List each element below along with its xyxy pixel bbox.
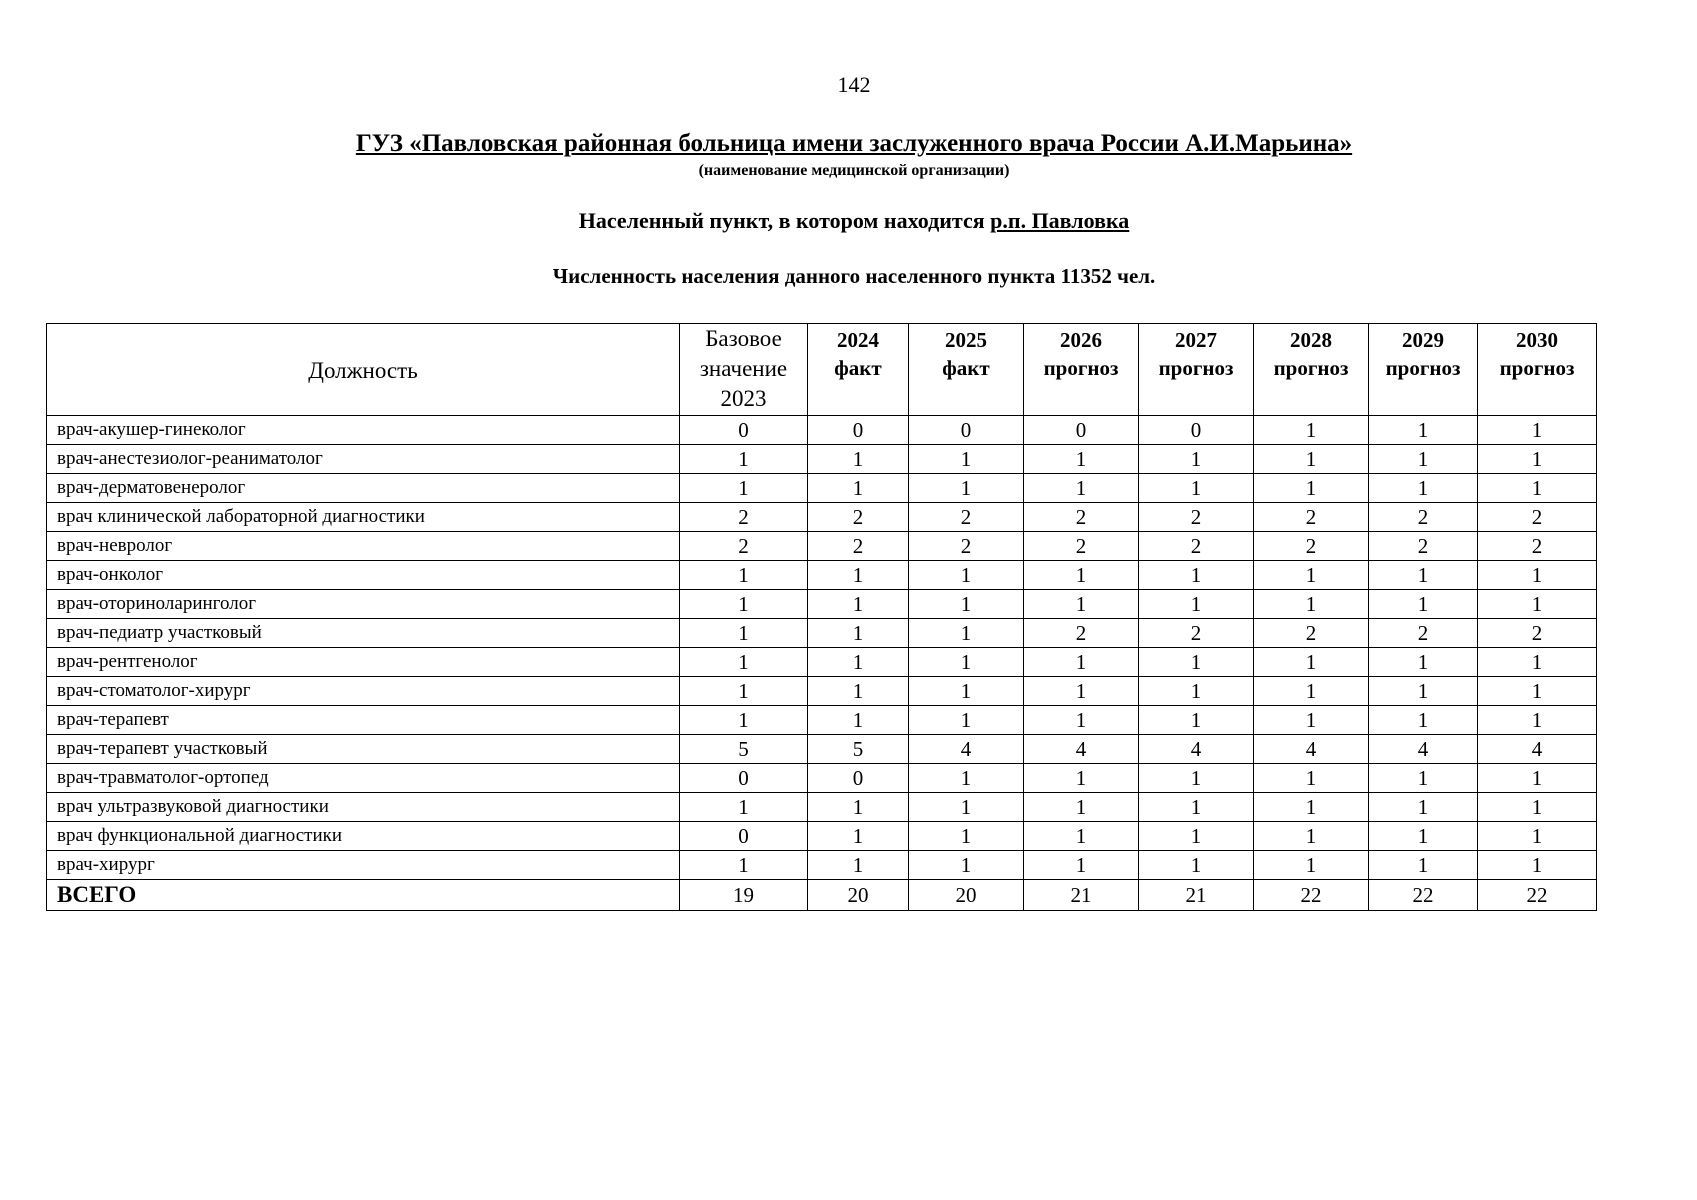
table-row xyxy=(47,474,1597,503)
value-cell: 2 xyxy=(680,532,808,561)
locality-value: р.п. Павловка xyxy=(990,208,1130,233)
value-cell: 1 xyxy=(808,619,909,648)
value-cell: 1 xyxy=(1369,822,1478,851)
header-line: 2026 xyxy=(1060,328,1102,352)
position-name: врач функциональной диагностики xyxy=(47,822,680,851)
value-cell: 2 xyxy=(1478,619,1597,648)
position-name: врач-анестезиолог-реаниматолог xyxy=(47,445,680,474)
value-cell: 1 xyxy=(1369,416,1478,445)
position-name: врач-невролог xyxy=(47,532,680,561)
header-line: 2024 xyxy=(837,328,879,352)
header-line: Должность xyxy=(308,357,418,383)
value-cell: 1 xyxy=(1478,445,1597,474)
header-line: 2030 xyxy=(1516,328,1558,352)
header-line: прогноз xyxy=(1043,356,1119,380)
header-col-6 xyxy=(1254,324,1369,416)
position-name: врач-терапевт xyxy=(47,706,680,735)
value-cell: 1 xyxy=(1024,677,1139,706)
value-cell: 1 xyxy=(909,474,1024,503)
position-name: врач-терапевт участковый xyxy=(47,735,680,764)
header-col-5 xyxy=(1139,324,1254,416)
position-name: врач-оториноларинголог xyxy=(47,590,680,619)
value-cell: 1 xyxy=(1139,851,1254,880)
value-cell: 4 xyxy=(1139,735,1254,764)
header-line: Базовое xyxy=(705,326,782,351)
value-cell: 2 xyxy=(1478,532,1597,561)
value-cell: 2 xyxy=(1139,619,1254,648)
header-line: прогноз xyxy=(1499,356,1575,380)
table-body xyxy=(47,416,1597,911)
value-cell: 1 xyxy=(1369,764,1478,793)
position-name: ВСЕГО xyxy=(47,880,680,911)
value-cell: 1 xyxy=(1024,648,1139,677)
value-cell: 1 xyxy=(1369,851,1478,880)
table-header-row xyxy=(47,324,1597,416)
value-cell: 1 xyxy=(1478,764,1597,793)
value-cell: 2 xyxy=(1369,532,1478,561)
position-name: врач клинической лабораторной диагностики xyxy=(47,503,680,532)
value-cell: 2 xyxy=(1478,503,1597,532)
value-cell: 1 xyxy=(1254,445,1369,474)
value-cell: 1 xyxy=(1139,793,1254,822)
table-row xyxy=(47,648,1597,677)
value-cell: 1 xyxy=(909,706,1024,735)
position-name: врач-хирург xyxy=(47,851,680,880)
locality-line xyxy=(0,208,1697,234)
value-cell: 20 xyxy=(808,880,909,911)
page-number: 142 xyxy=(837,72,871,97)
table-row xyxy=(47,503,1597,532)
value-cell: 2 xyxy=(909,532,1024,561)
value-cell: 1 xyxy=(808,590,909,619)
value-cell: 2 xyxy=(1139,532,1254,561)
header-col-3 xyxy=(909,324,1024,416)
position-name: врач-акушер-гинеколог xyxy=(47,416,680,445)
value-cell: 1 xyxy=(1024,590,1139,619)
population-line: Численность населения данного населенного пункта 11352 чел. xyxy=(552,264,1156,288)
table-row xyxy=(47,561,1597,590)
value-cell: 1 xyxy=(1369,706,1478,735)
value-cell: 1 xyxy=(1254,677,1369,706)
header-line: 2023 xyxy=(720,386,767,411)
value-cell: 4 xyxy=(1478,735,1597,764)
value-cell: 2 xyxy=(909,503,1024,532)
value-cell: 20 xyxy=(909,880,1024,911)
value-cell: 1 xyxy=(1024,706,1139,735)
value-cell: 1 xyxy=(1024,474,1139,503)
table-row xyxy=(47,764,1597,793)
value-cell: 0 xyxy=(808,416,909,445)
value-cell: 1 xyxy=(808,648,909,677)
header-line: прогноз xyxy=(1385,356,1461,380)
value-cell: 1 xyxy=(1024,445,1139,474)
staffing-table xyxy=(46,323,1597,911)
value-cell: 2 xyxy=(1254,503,1369,532)
header-col-2 xyxy=(808,324,909,416)
value-cell: 22 xyxy=(1478,880,1597,911)
value-cell: 1 xyxy=(680,706,808,735)
position-name: врач-рентгенолог xyxy=(47,648,680,677)
organization-caption: (наименование медицинской организации) xyxy=(698,162,1010,179)
value-cell: 1 xyxy=(909,764,1024,793)
value-cell: 1 xyxy=(1254,416,1369,445)
value-cell: 1 xyxy=(1478,590,1597,619)
value-cell: 1 xyxy=(1254,590,1369,619)
position-name: врач-педиатр участковый xyxy=(47,619,680,648)
value-cell: 1 xyxy=(680,851,808,880)
value-cell: 1 xyxy=(808,822,909,851)
table-row xyxy=(47,851,1597,880)
table-row xyxy=(47,445,1597,474)
value-cell: 1 xyxy=(680,445,808,474)
value-cell: 19 xyxy=(680,880,808,911)
value-cell: 0 xyxy=(680,416,808,445)
header-col-4 xyxy=(1024,324,1139,416)
value-cell: 1 xyxy=(808,793,909,822)
value-cell: 1 xyxy=(680,677,808,706)
value-cell: 1 xyxy=(1139,648,1254,677)
value-cell: 1 xyxy=(909,561,1024,590)
header-line: факт xyxy=(942,356,990,380)
header-position xyxy=(47,324,680,416)
header-line: 2025 xyxy=(945,328,987,352)
header-col-8 xyxy=(1478,324,1597,416)
value-cell: 1 xyxy=(1024,793,1139,822)
value-cell: 2 xyxy=(1369,619,1478,648)
value-cell: 1 xyxy=(1254,793,1369,822)
value-cell: 1 xyxy=(680,619,808,648)
value-cell: 1 xyxy=(1369,648,1478,677)
value-cell: 0 xyxy=(1024,416,1139,445)
value-cell: 1 xyxy=(680,648,808,677)
value-cell: 1 xyxy=(1478,416,1597,445)
value-cell: 1 xyxy=(1369,474,1478,503)
value-cell: 5 xyxy=(680,735,808,764)
value-cell: 1 xyxy=(909,822,1024,851)
organization-title: ГУЗ «Павловская районная больница имени заслуженного врача России А.И.Марьина» xyxy=(355,130,1353,157)
value-cell: 1 xyxy=(1478,851,1597,880)
value-cell: 1 xyxy=(1254,474,1369,503)
value-cell: 0 xyxy=(680,764,808,793)
value-cell: 1 xyxy=(1254,822,1369,851)
value-cell: 4 xyxy=(1254,735,1369,764)
value-cell: 1 xyxy=(1139,706,1254,735)
value-cell: 1 xyxy=(1369,793,1478,822)
header-line: прогноз xyxy=(1273,356,1349,380)
value-cell: 1 xyxy=(1478,648,1597,677)
value-cell: 4 xyxy=(1024,735,1139,764)
value-cell: 1 xyxy=(808,474,909,503)
value-cell: 1 xyxy=(1478,822,1597,851)
value-cell: 1 xyxy=(1478,677,1597,706)
table-row xyxy=(47,822,1597,851)
header-line: 2029 xyxy=(1402,328,1444,352)
value-cell: 1 xyxy=(1139,822,1254,851)
value-cell: 1 xyxy=(1478,706,1597,735)
value-cell: 2 xyxy=(1139,503,1254,532)
value-cell: 1 xyxy=(1024,561,1139,590)
value-cell: 1 xyxy=(1254,706,1369,735)
value-cell: 1 xyxy=(1139,561,1254,590)
position-name: врач-дерматовенеролог xyxy=(47,474,680,503)
value-cell: 2 xyxy=(1024,532,1139,561)
value-cell: 2 xyxy=(1254,532,1369,561)
table-row xyxy=(47,706,1597,735)
value-cell: 1 xyxy=(1478,474,1597,503)
table-row xyxy=(47,416,1597,445)
table-row xyxy=(47,735,1597,764)
value-cell: 0 xyxy=(1139,416,1254,445)
value-cell: 1 xyxy=(1369,561,1478,590)
value-cell: 1 xyxy=(808,851,909,880)
table-row xyxy=(47,619,1597,648)
value-cell: 1 xyxy=(808,677,909,706)
value-cell: 1 xyxy=(808,445,909,474)
table-row xyxy=(47,677,1597,706)
value-cell: 1 xyxy=(1254,764,1369,793)
value-cell: 1 xyxy=(680,590,808,619)
header-line: 2028 xyxy=(1290,328,1332,352)
value-cell: 1 xyxy=(1024,764,1139,793)
value-cell: 1 xyxy=(909,793,1024,822)
value-cell: 1 xyxy=(909,677,1024,706)
value-cell: 1 xyxy=(1139,474,1254,503)
position-name: врач-онколог xyxy=(47,561,680,590)
header-line: факт xyxy=(834,356,882,380)
header-col-1 xyxy=(680,324,808,416)
value-cell: 1 xyxy=(1478,793,1597,822)
value-cell: 4 xyxy=(1369,735,1478,764)
value-cell: 1 xyxy=(1369,590,1478,619)
header-line: значение xyxy=(699,356,788,381)
value-cell: 1 xyxy=(808,561,909,590)
table-row xyxy=(47,532,1597,561)
value-cell: 1 xyxy=(909,590,1024,619)
value-cell: 1 xyxy=(1254,648,1369,677)
value-cell: 1 xyxy=(808,706,909,735)
value-cell: 2 xyxy=(1254,619,1369,648)
value-cell: 1 xyxy=(1139,590,1254,619)
value-cell: 2 xyxy=(808,503,909,532)
value-cell: 0 xyxy=(909,416,1024,445)
value-cell: 1 xyxy=(909,648,1024,677)
value-cell: 1 xyxy=(1024,851,1139,880)
value-cell: 1 xyxy=(680,561,808,590)
position-name: врач-травматолог-ортопед xyxy=(47,764,680,793)
table-row xyxy=(47,590,1597,619)
table-total-row xyxy=(47,880,1597,911)
value-cell: 1 xyxy=(1254,561,1369,590)
value-cell: 0 xyxy=(808,764,909,793)
value-cell: 1 xyxy=(1478,561,1597,590)
value-cell: 1 xyxy=(1369,677,1478,706)
locality-label: Населенный пункт, в котором находится xyxy=(578,208,991,233)
value-cell: 22 xyxy=(1254,880,1369,911)
value-cell: 1 xyxy=(909,851,1024,880)
value-cell: 22 xyxy=(1369,880,1478,911)
value-cell: 5 xyxy=(808,735,909,764)
header-line: 2027 xyxy=(1175,328,1217,352)
value-cell: 1 xyxy=(680,793,808,822)
table-row xyxy=(47,793,1597,822)
value-cell: 1 xyxy=(1024,822,1139,851)
position-name: врач-стоматолог-хирург xyxy=(47,677,680,706)
value-cell: 2 xyxy=(1024,619,1139,648)
value-cell: 1 xyxy=(1139,677,1254,706)
value-cell: 0 xyxy=(680,822,808,851)
value-cell: 1 xyxy=(1254,851,1369,880)
value-cell: 1 xyxy=(1369,445,1478,474)
value-cell: 1 xyxy=(909,445,1024,474)
value-cell: 1 xyxy=(680,474,808,503)
value-cell: 2 xyxy=(1369,503,1478,532)
value-cell: 2 xyxy=(680,503,808,532)
header-col-7 xyxy=(1369,324,1478,416)
header-line: прогноз xyxy=(1158,356,1234,380)
value-cell: 4 xyxy=(909,735,1024,764)
value-cell: 1 xyxy=(1139,764,1254,793)
value-cell: 21 xyxy=(1139,880,1254,911)
value-cell: 1 xyxy=(909,619,1024,648)
value-cell: 2 xyxy=(1024,503,1139,532)
value-cell: 21 xyxy=(1024,880,1139,911)
position-name: врач ультразвуковой диагностики xyxy=(47,793,680,822)
value-cell: 2 xyxy=(808,532,909,561)
value-cell: 1 xyxy=(1139,445,1254,474)
